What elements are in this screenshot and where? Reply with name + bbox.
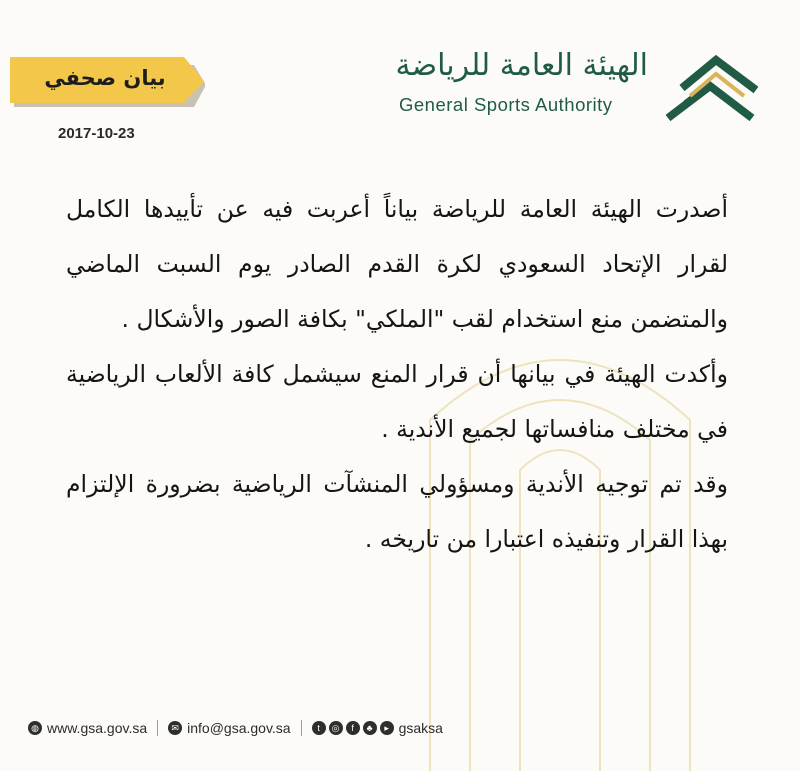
social-handle-link[interactable] <box>312 720 443 736</box>
divider <box>157 720 158 736</box>
statement-paragraph: أصدرت الهيئة العامة للرياضة بياناً أعربت فيه عن تأييدها الكامل لقرار الإتحاد السعودي لكرة القدم الصادر يوم السبت الماضي والمتضمن منع استخدام لقب "الملكي" بكافة الصور والأشكال . <box>66 195 728 333</box>
logo-arabic-name: الهيئة العامة للرياضة <box>395 48 648 83</box>
social-handle-text: gsaksa <box>398 720 443 736</box>
instagram-icon[interactable]: ◎ <box>329 721 343 735</box>
tag-label: بيان صحفي <box>44 66 166 90</box>
divider <box>301 720 302 736</box>
social-icons <box>312 721 394 735</box>
youtube-icon[interactable]: ▸ <box>380 721 394 735</box>
footer-contacts <box>28 717 443 739</box>
release-date: 2017-10-23 <box>58 125 135 142</box>
press-release-tag <box>0 45 205 109</box>
email-link[interactable] <box>168 720 290 736</box>
statement-paragraph: وقد تم توجيه الأندية ومسؤولي المنشآت الرياضية بضرورة الإلتزام بهذا القرار وتنفيذه اعتبارا من تاريخه . <box>66 470 728 553</box>
statement-body <box>66 182 728 567</box>
website-text: www.gsa.gov.sa <box>47 720 148 736</box>
snapchat-icon[interactable]: ♣ <box>363 721 377 735</box>
email-icon: ✉ <box>168 721 182 735</box>
email-text: info@gsa.gov.sa <box>187 720 291 736</box>
website-link[interactable] <box>28 720 147 736</box>
statement-paragraph: وأكدت الهيئة في بيانها أن قرار المنع سيشمل كافة الألعاب الرياضية في مختلف منافساتها لجميع الأندية . <box>66 360 728 443</box>
twitter-icon[interactable]: t <box>312 721 326 735</box>
facebook-icon[interactable]: f <box>346 721 360 735</box>
globe-icon: ◍ <box>28 721 42 735</box>
gsa-logo-icon <box>660 48 770 126</box>
logo-english-name: General Sports Authority <box>399 94 613 115</box>
